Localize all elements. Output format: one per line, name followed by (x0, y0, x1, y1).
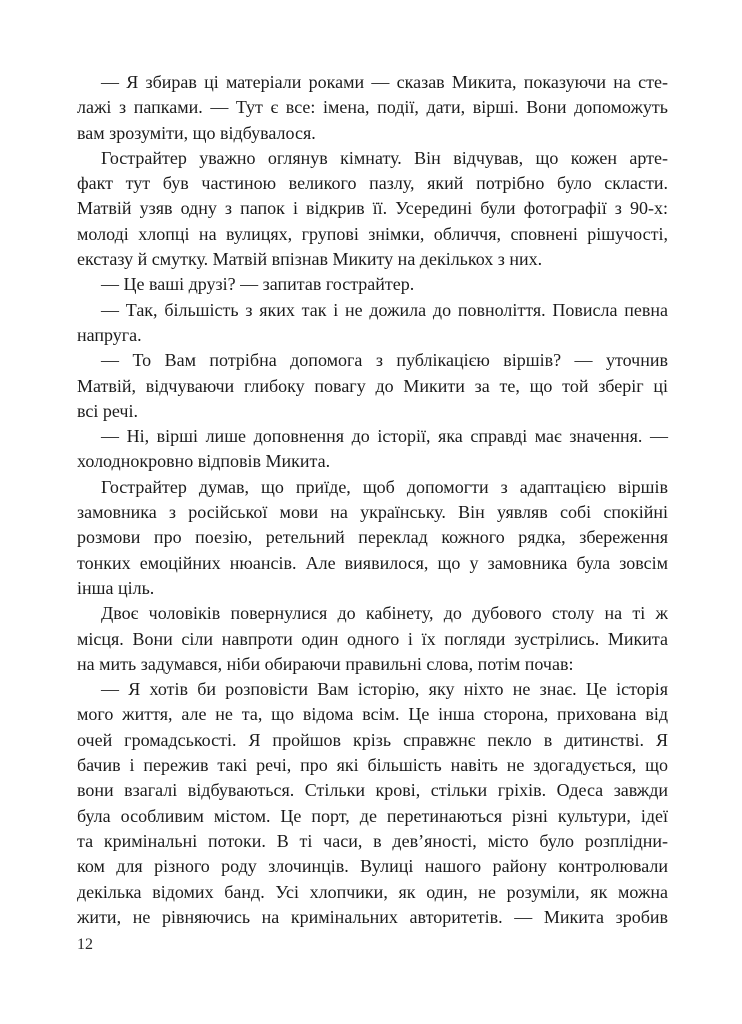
paragraph (77, 677, 668, 930)
text-line: замовника з російської мови на українську. Він уявляв собі спокійні (77, 502, 668, 523)
text-line: та кримінальні потоки. В ті часи, в дев’яності, місто було розплідни- (77, 830, 668, 851)
text-line: була особливим містом. Це порт, де перетинаються різні культури, ідеї (77, 805, 668, 826)
text-line: — Так, більшість з яких так і не дожила до повноліття. Повисла певна (101, 299, 668, 320)
text-line: ком для різного роду злочинців. Вулиці нашого району контролювали (77, 856, 668, 877)
paragraph (77, 272, 668, 297)
text-line: бачив і пережив такі речі, про які більшість навіть не здогадується, що (77, 755, 668, 776)
paragraph (77, 146, 668, 272)
text-line: холоднокровно відповів Микита. (77, 451, 331, 472)
text-line: — Я хотів би розповісти Вам історію, яку ніхто не знає. Це історія (101, 679, 668, 700)
body-text (77, 70, 668, 930)
paragraph (77, 70, 668, 146)
text-line: на мить задумався, ніби обираючи правильні слова, потім почав: (77, 653, 574, 674)
text-line: екстазу й смутку. Матвій впізнав Микиту на декількох з них. (77, 249, 543, 270)
text-line: — То Вам потрібна допомога з публікацією віршів? — уточнив (101, 350, 668, 371)
text-line: очей громадськості. Я пройшов крізь справжнє пекло в дитинстві. Я (77, 729, 668, 750)
text-line: розмови про поезію, ретельний переклад кожного рядка, збереження (77, 527, 668, 548)
text-line: вам зрозуміти, що відбувалося. (77, 122, 316, 143)
text-line: лажі з папками. — Тут є все: імена, події, дати, вірші. Вони допоможуть (77, 97, 668, 118)
text-line: факт тут був частиною великого пазлу, який потрібно було скласти. (77, 173, 668, 194)
paragraph (77, 424, 668, 475)
text-line: місця. Вони сіли навпроти один одного і їх погляди зустрілись. Микита (77, 628, 668, 649)
text-line: жити, не рівняючись на кримінальних авторитетів. — Микита зробив (77, 906, 668, 927)
text-line: декілька відомих банд. Усі хлопчики, як один, не розуміли, як можна (77, 881, 668, 902)
text-line: Двоє чоловіків повернулися до кабінету, до дубового столу на ті ж (101, 603, 668, 624)
text-line: — Я збирав ці матеріали роками — сказав Микита, показуючи на сте- (101, 72, 668, 92)
text-line: Матвій, відчуваючи глибоку повагу до Микити за те, що той зберіг ці (77, 375, 668, 396)
page-number: 12 (77, 936, 93, 953)
text-line: напруга. (77, 324, 142, 345)
text-line: вони взагалі відбуваються. Стільки крові, стільки гріхів. Одеса завжди (77, 780, 668, 801)
text-line: — Це ваші друзі? — запитав гострайтер. (101, 274, 415, 295)
text-line: мого життя, але не та, що відома всім. Це інша сторона, прихована від (77, 704, 668, 725)
paragraph (77, 348, 668, 424)
text-line: тонких емоційних нюансів. Але виявилося, що у замовника була зовсім (77, 552, 668, 573)
paragraph (77, 475, 668, 601)
paragraph (77, 601, 668, 677)
text-line: — Ні, вірші лише доповнення до історії, яка справді має значення. — (101, 426, 668, 447)
text-line: Гострайтер думав, що приїде, щоб допомогти з адаптацією віршів (101, 476, 668, 497)
paragraph (77, 298, 668, 349)
text-line: Матвій узяв одну з папок і відкрив її. Усередині були фотографії з 90-х: (77, 198, 668, 219)
text-line: всі речі. (77, 400, 138, 421)
text-line: інша ціль. (77, 577, 155, 598)
text-line: Гострайтер уважно оглянув кімнату. Він відчував, що кожен арте- (101, 147, 668, 168)
text-line: молоді хлопці на вулицях, групові знімки, обличчя, сповнені рішучості, (77, 223, 668, 244)
